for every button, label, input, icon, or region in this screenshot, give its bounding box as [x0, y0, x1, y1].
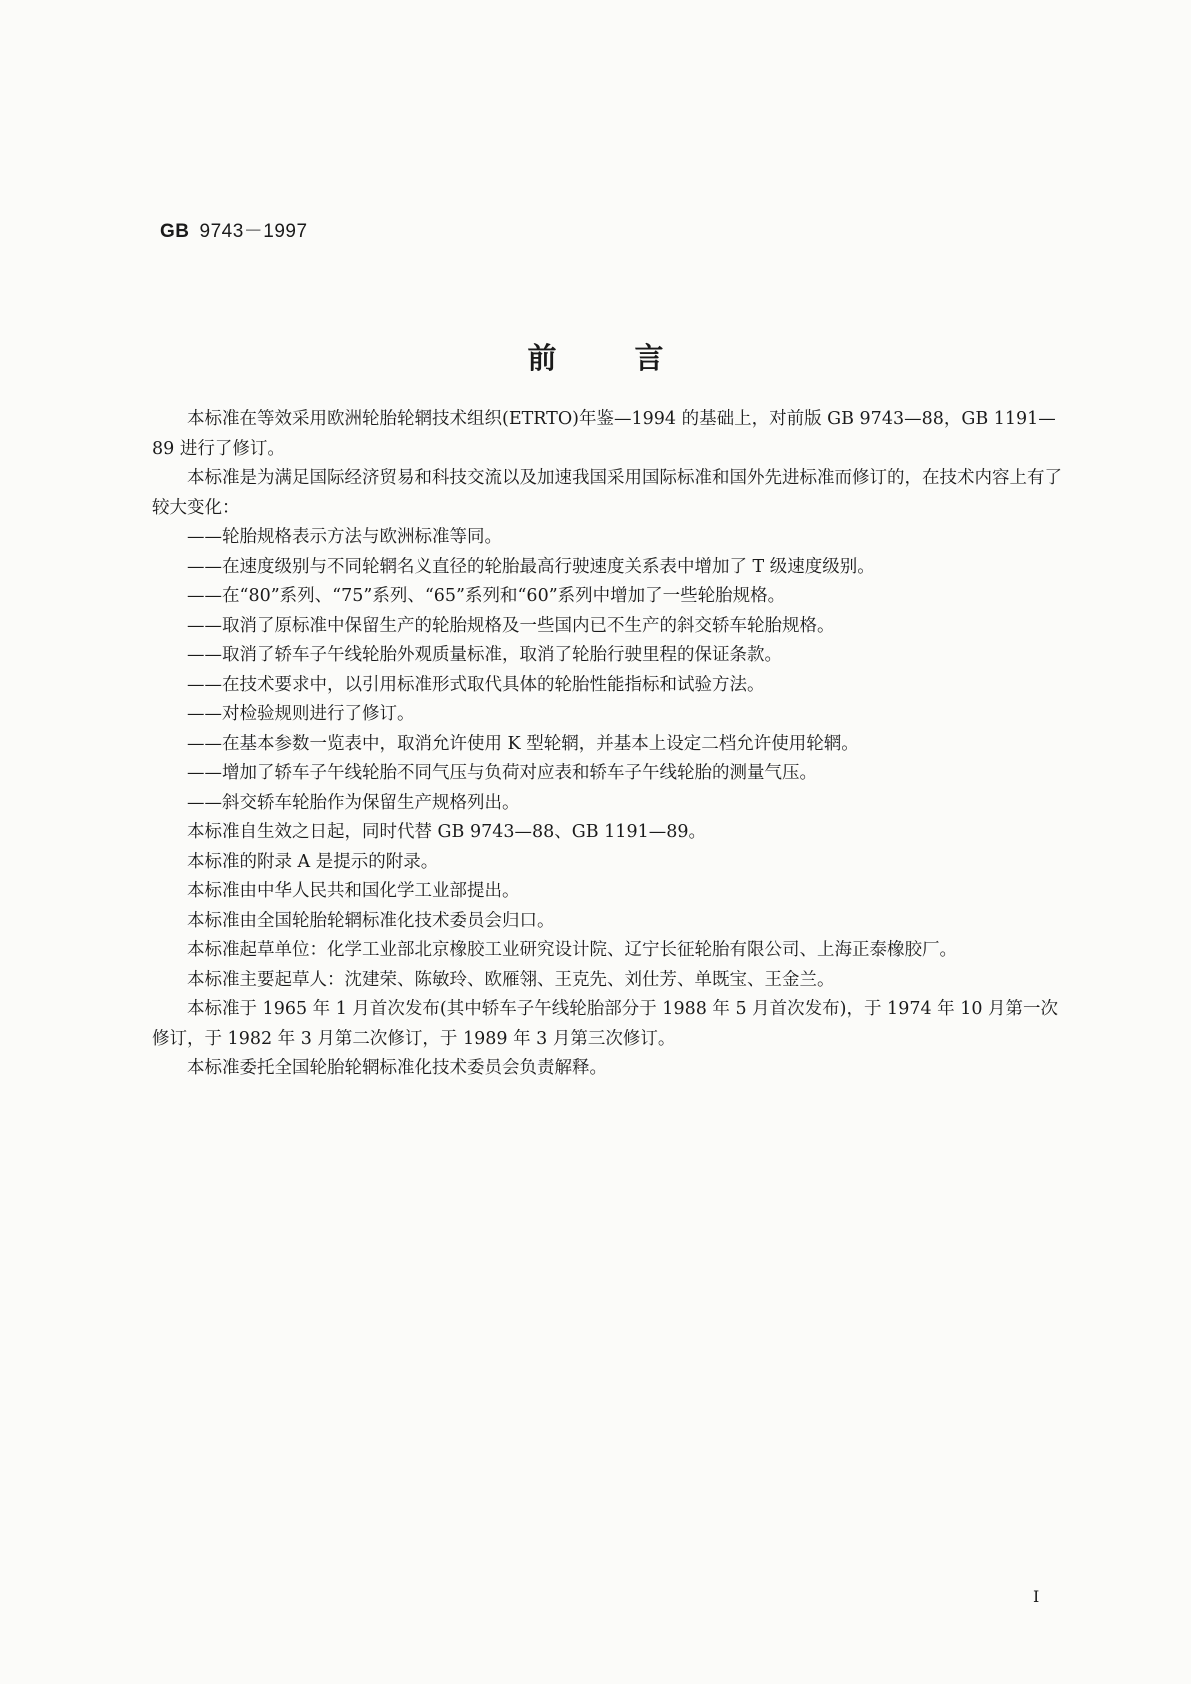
paragraph-replacement: 本标准自生效之日起，同时代替 GB 9743—88、GB 1191—89。	[187, 822, 706, 842]
standard-prefix: GB	[160, 221, 190, 242]
foreword-body	[152, 405, 1064, 1084]
paragraph-drafters: 本标准主要起草人：沈建荣、陈敏玲、欧雁翎、王克先、刘仕芳、单既宝、王金兰。	[187, 969, 835, 990]
paragraph-committee: 本标准由全国轮胎轮辋标准化技术委员会归口。	[187, 910, 555, 931]
paragraph-interpretation: 本标准委托全国轮胎轮辋标准化技术委员会负责解释。	[187, 1058, 607, 1078]
change-item: ——在基本参数一览表中，取消允许使用 K 型轮辋，并基本上设定二档允许使用轮辋。	[187, 733, 859, 754]
paragraph-history: 本标准于 1965 年 1 月首次发布(其中轿车子午线轮胎部分于 1988 年 5 月首次发布)，于 1974 年 10 月第一次修订，于 1982 年 3 月第二次修订，于 1989 年 3 月第三次修订。	[152, 999, 1059, 1049]
paragraph-appendix: 本标准的附录 A 是提示的附录。	[187, 851, 439, 872]
paragraph-purpose: 本标准是为满足国际经济贸易和科技交流以及加速我国采用国际标准和国外先进标准而修订的，在技术内容上有了较大变化：	[152, 468, 1062, 518]
change-item: ——在技术要求中，以引用标准形式取代具体的轮胎性能指标和试验方法。	[187, 674, 765, 695]
standard-number-header	[160, 216, 308, 243]
paragraph-adoption: 本标准在等效采用欧洲轮胎轮辋技术组织(ETRTO)年鉴—1994 的基础上，对前版 GB 9743—88，GB 1191—89 进行了修订。	[152, 409, 1056, 459]
paragraph-proposer: 本标准由中华人民共和国化学工业部提出。	[187, 881, 520, 901]
change-item: ——对检验规则进行了修订。	[187, 704, 415, 724]
change-item: ——取消了轿车子午线轮胎外观质量标准，取消了轮胎行驶里程的保证条款。	[187, 645, 782, 665]
paragraph-drafting-units: 本标准起草单位：化学工业部北京橡胶工业研究设计院、辽宁长征轮胎有限公司、上海正泰橡胶厂。	[187, 940, 957, 960]
change-item: ——斜交轿车轮胎作为保留生产规格列出。	[187, 792, 520, 813]
page-number: I	[1033, 1587, 1040, 1606]
page-title: 前言	[527, 341, 742, 375]
change-item: ——轮胎规格表示方法与欧洲标准等同。	[187, 527, 502, 547]
change-item: ——在速度级别与不同轮辋名义直径的轮胎最高行驶速度关系表中增加了 T 级速度级别。	[187, 556, 875, 577]
change-item: ——取消了原标准中保留生产的轮胎规格及一些国内已不生产的斜交轿车轮胎规格。	[187, 615, 835, 636]
standard-number: 9743－1997	[199, 221, 308, 242]
change-item: ——增加了轿车子午线轮胎不同气压与负荷对应表和轿车子午线轮胎的测量气压。	[187, 763, 817, 783]
change-item: ——在“80”系列、“75”系列、“65”系列和“60”系列中增加了一些轮胎规格。	[187, 586, 786, 606]
